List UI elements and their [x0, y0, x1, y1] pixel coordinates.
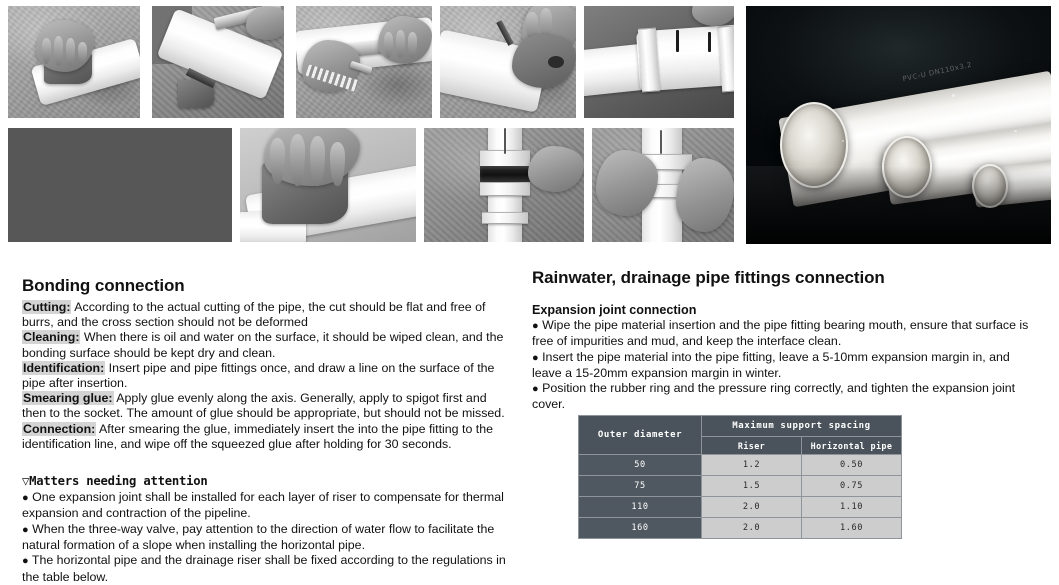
cell-horizontal: 1.10	[802, 497, 902, 518]
bonding-steps	[22, 300, 512, 452]
expansion-bullet-1	[532, 318, 1032, 350]
attention-bullets	[22, 490, 512, 585]
attention-bullet-3	[22, 553, 512, 585]
header-riser: Riser	[702, 437, 802, 455]
expansion-bullet-2-text: Insert the pipe material into the pipe fitting, leave a 5-10mm expansion margin in, and leave a 15-20mm expansion margin in winter.	[532, 349, 1010, 380]
attention-title: ▽Matters needing attention	[22, 474, 208, 489]
step-cleaning	[22, 330, 512, 360]
attention-bullet-2	[22, 522, 512, 554]
cell-riser: 2.0	[702, 497, 802, 518]
rainwater-drainage-title: Rainwater, drainage pipe fittings connection	[532, 268, 885, 287]
step-cutting	[22, 300, 512, 330]
bullet-icon: ●	[22, 555, 29, 568]
step-smearing-glue-label: Smearing glue:	[23, 391, 113, 406]
step-connection-text: After smearing the glue, immediately insert the into the pipe fitting to the identification line, and wipe off the squeezed glue after holding for 30 seconds.	[22, 421, 493, 451]
step-identification	[22, 361, 512, 391]
expansion-joint-subtitle: Expansion joint connection	[532, 303, 697, 317]
cell-riser: 1.5	[702, 476, 802, 497]
table-row	[579, 476, 902, 497]
cell-diameter: 160	[579, 518, 702, 539]
bonding-connection-title: Bonding connection	[22, 276, 185, 295]
expansion-joint-bullets	[532, 318, 1032, 413]
expansion-bullet-3-text: Position the rubber ring and the pressure ring correctly, and tighten the expansion joint cover.	[532, 381, 1016, 412]
attention-bullet-1-text: One expansion joint shall be installed for each layer of riser to compensate for thermal expansion and contraction of the pipeline.	[22, 490, 504, 521]
attention-bullet-2-text: When the three-way valve, pay attention to the direction of water flow to facilitate the natural formation of a slope when installing the horizontal pipe.	[22, 521, 495, 552]
table-row	[579, 497, 902, 518]
header-outer-diameter: Outer diameter	[579, 416, 702, 455]
rainwater-drainage-section	[532, 268, 1032, 413]
step-cleaning-label: Cleaning:	[23, 330, 80, 345]
expansion-bullet-1-text: Wipe the pipe material insertion and the pipe fitting bearing mouth, ensure that surface is free of impurities and mud, and keep the interface clean.	[532, 318, 1029, 349]
expansion-bullet-3	[532, 381, 1032, 413]
photo-cutting-pipe-on-floor	[152, 6, 284, 118]
photo-wiping-pipe-with-cloth	[8, 6, 140, 118]
cell-horizontal: 1.60	[802, 518, 902, 539]
table-row	[579, 455, 902, 476]
bullet-icon: ●	[532, 320, 539, 332]
cell-diameter: 75	[579, 476, 702, 497]
bullet-icon: ●	[22, 523, 29, 536]
cell-diameter: 50	[579, 455, 702, 476]
table-row	[579, 518, 902, 539]
header-horizontal-pipe: Horizontal pipe	[802, 437, 902, 455]
bonding-connection-section	[22, 276, 512, 585]
hero-pipe-imprint: PVC-U DN110x3.2	[901, 60, 973, 84]
photo-cleaning-pipe-with-rag	[240, 128, 416, 242]
step-connection-label: Connection:	[23, 421, 96, 436]
expansion-bullet-2	[532, 350, 1032, 382]
photo-tightening-joint-cover	[592, 128, 734, 242]
bullet-icon: ●	[22, 492, 29, 505]
step-cleaning-text: When there is oil and water on the surface, it should be wiped clean, and the bonding surface should be kept dry and clean.	[22, 330, 504, 360]
photo-trimming-pipe-end	[440, 6, 576, 118]
step-identification-label: Identification:	[23, 360, 105, 375]
bullet-icon: ●	[532, 351, 539, 364]
step-connection	[22, 422, 512, 452]
table-header-row-1	[579, 416, 902, 437]
photo-pipe-fitting-socket	[584, 6, 734, 118]
step-cutting-label: Cutting:	[23, 300, 71, 314]
bullet-icon: ●	[532, 383, 539, 396]
support-spacing-table	[578, 415, 902, 539]
cell-diameter: 110	[579, 497, 702, 518]
step-cutting-text: According to the actual cutting of the pipe, the cut should be flat and free of burrs, and the cross section should not be deformed	[22, 300, 486, 330]
photo-pvc-pipes-product	[746, 6, 1051, 244]
photo-gallery	[0, 0, 1059, 250]
header-maximum-support-spacing: Maximum support spacing	[702, 416, 902, 437]
cell-horizontal: 0.50	[802, 455, 902, 476]
attention-bullet-3-text: The horizontal pipe and the drainage riser shall be fixed according to the regulations in the table below.	[22, 553, 506, 584]
attention-bullet-1	[22, 490, 512, 522]
cell-riser: 1.2	[702, 455, 802, 476]
photo-placeholder-panel	[8, 128, 232, 242]
photo-expansion-joint-riser	[424, 128, 584, 242]
step-identification-text: Insert pipe and pipe fittings once, and draw a line on the surface of the pipe after insertion.	[22, 360, 495, 391]
cell-horizontal: 0.75	[802, 476, 902, 497]
photo-marking-pipe-with-ruler	[296, 6, 432, 118]
cell-riser: 2.0	[702, 518, 802, 539]
step-smearing-glue-text: Apply glue evenly along the axis. Generally, apply to spigot first and then to the socket. The amount of glue should be appropriate, but should not be missed.	[22, 391, 505, 421]
step-smearing-glue	[22, 391, 512, 421]
